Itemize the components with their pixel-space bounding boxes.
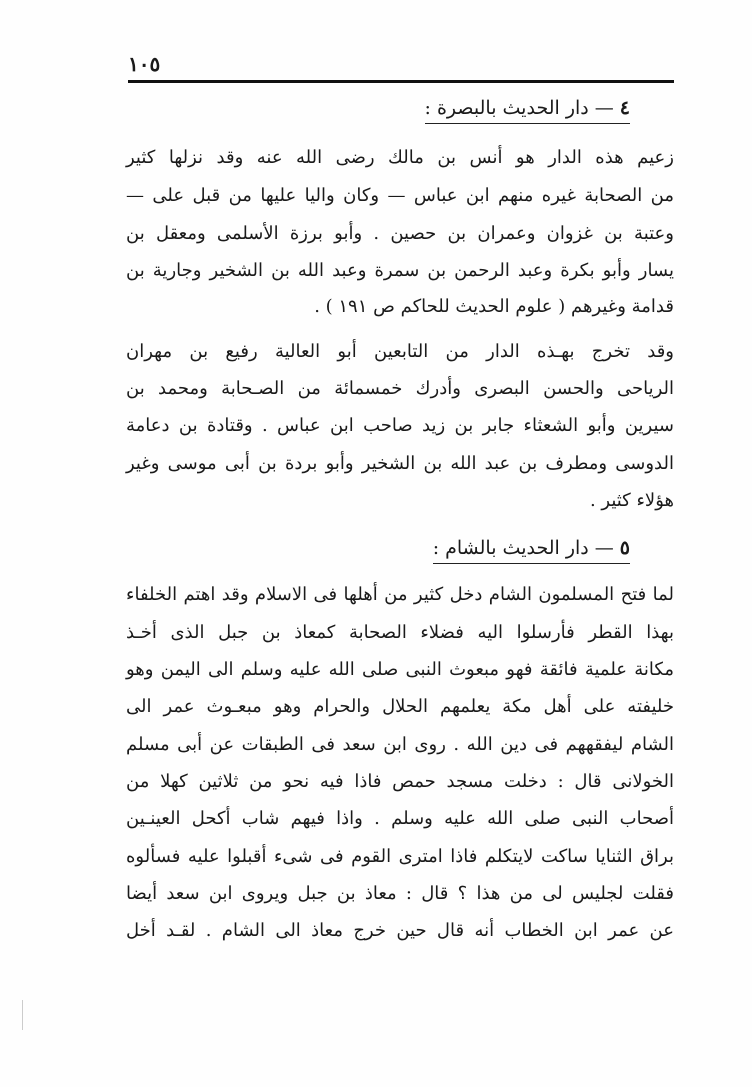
text-line: الرياحى والحسن البصرى وأدرك خمسمائة من الصـحابة ومحمد بن: [126, 378, 674, 399]
scan-edge-mark: [22, 1000, 23, 1030]
text-line: وقد تخرج بهـذه الدار من التابعين أبو العالية رفيع بن مهران: [126, 341, 674, 362]
section-title: — دار الحديث بالشام :: [432, 537, 614, 559]
section-title: — دار الحديث بالبصرة :: [424, 97, 614, 119]
text-line: الشام ليفقههم فى دين الله . روى ابن سعد فى الطبقات عن أبى مسلم: [126, 734, 674, 755]
text-line: هؤلاء كثير .: [589, 490, 674, 511]
section-heading-5: [433, 537, 630, 564]
section-number: ٤: [619, 97, 630, 119]
text-line: قدامة وغيرهم ( علوم الحديث للحاكم ص ١٩١ ) .: [314, 296, 674, 317]
text-line: مكانة علمية فائقة فهو مبعوث النبى صلى الله عليه وسلم الى اليمن وهو: [126, 659, 674, 680]
text-line: الدوسى ومطرف بن عبد الله بن الشخير وأبو بردة بن أبى موسى وغير: [126, 453, 674, 474]
section-number: ٥: [619, 537, 630, 559]
text-line: براق الثنايا ساكت لايتكلم فاذا امترى القوم فى شىء أقبلوا عليه فسألوه: [126, 846, 674, 867]
text-line: عن عمر ابن الخطاب أنه قال حين خرج معاذ الى الشام . لقـد أخل: [126, 920, 674, 941]
text-line: فقلت لجليس لى من هذا ؟ قال : معاذ بن جبل ويروى ابن سعد أيضا: [126, 883, 674, 904]
section-heading-4: [425, 97, 630, 124]
page-number: ١٠٥: [128, 52, 161, 76]
text-line: بهذا القطر فأرسلوا اليه فضلاء الصحابة كمعاذ بن جبل الذى أخـذ: [126, 622, 674, 643]
text-line: زعيم هذه الدار هو أنس بن مالك رضى الله عنه وقد نزلها كثير: [126, 147, 674, 168]
text-line: خليفته على أهل مكة يعلمهم الحلال والحرام وهو مبعـوث عمر الى: [126, 696, 674, 717]
header-rule: [128, 80, 674, 83]
text-line: أصحاب النبى صلى الله عليه وسلم . واذا فيهم شاب أكحل العينـين: [126, 808, 674, 829]
text-line: وعتبة بن غزوان وعمران بن حصين . وأبو برزة الأسلمى ومعقل بن: [126, 223, 674, 244]
text-line: سيرين وأبو الشعثاء جابر بن زيد صاحب ابن عباس . وقتادة بن دعامة: [126, 415, 674, 436]
text-line: من الصحابة غيره منهم ابن عباس — وكان واليا عليها من قبل على —: [126, 185, 674, 206]
text-line: يسار وأبو بكرة وعبد الرحمن بن سمرة وعبد الله بن الشخير وجارية بن: [126, 260, 674, 281]
text-line: الخولانى قال : دخلت مسجد حمص فاذا فيه نحو من ثلاثين كهلا من: [126, 771, 674, 792]
text-line: لما فتح المسلمون الشام دخل كثير من أهلها فى الاسلام وقد اهتم الخلفاء: [126, 584, 674, 605]
